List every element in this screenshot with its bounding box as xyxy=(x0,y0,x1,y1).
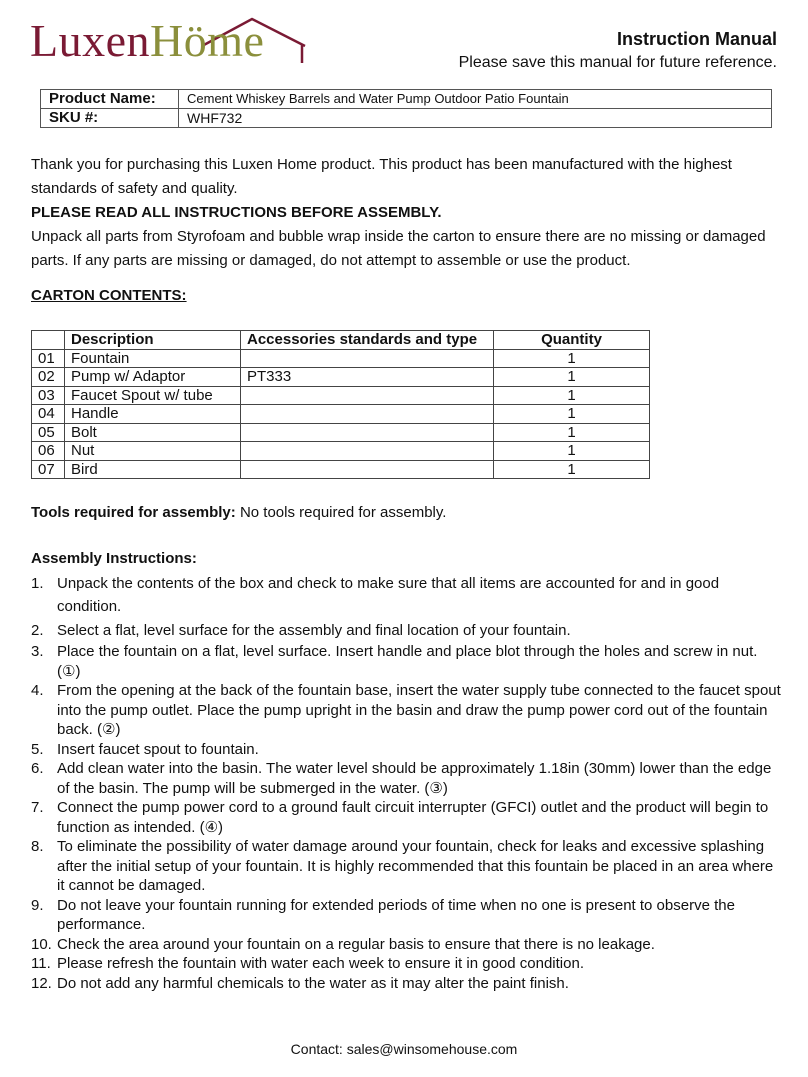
product-name-row xyxy=(41,90,772,109)
tools-required xyxy=(31,504,446,521)
row-quantity: 1 xyxy=(494,405,650,424)
step-number: 2. xyxy=(31,622,44,639)
step-text: Place the fountain on a flat, level surface. Insert handle and place blot through the holes and screw in nut. (①) xyxy=(57,643,758,680)
row-accessories xyxy=(241,460,494,479)
row-accessories xyxy=(241,405,494,424)
carton-header-row xyxy=(32,331,650,350)
list-item xyxy=(31,681,783,740)
table-row xyxy=(32,386,650,405)
list-item xyxy=(31,954,783,974)
assembly-instructions-heading: Assembly Instructions: xyxy=(31,550,197,567)
assembly-steps-list xyxy=(31,572,783,993)
list-item xyxy=(31,798,783,837)
sku-label: SKU #: xyxy=(41,109,179,128)
row-number: 07 xyxy=(32,460,65,479)
row-number: 03 xyxy=(32,386,65,405)
intro-section xyxy=(31,153,781,273)
step-text: Insert faucet spout to fountain. xyxy=(57,740,259,758)
step-text: From the opening at the back of the fountain base, insert the water supply tube connected to the faucet spout into the pump outlet. Place the pump upright in the basin and draw the pump power cord out of the fountain back. (②) xyxy=(57,682,781,738)
luxen-home-logo xyxy=(30,15,265,78)
step-number: 12. xyxy=(31,974,52,992)
carton-contents-heading: CARTON CONTENTS: xyxy=(31,287,187,304)
row-accessories xyxy=(241,423,494,442)
col-header-accessories: Accessories standards and type xyxy=(241,331,494,350)
list-item xyxy=(31,837,783,896)
contact-footer: Contact: sales@winsomehouse.com xyxy=(290,1041,518,1057)
table-row xyxy=(32,460,650,479)
tools-value: No tools required for assembly. xyxy=(235,504,447,521)
row-quantity: 1 xyxy=(494,368,650,387)
manual-title: Instruction Manual xyxy=(616,29,777,49)
row-description: Bird xyxy=(65,460,241,479)
logo-home-text: Höme xyxy=(150,15,265,66)
row-description: Faucet Spout w/ tube xyxy=(65,386,241,405)
list-item xyxy=(31,740,783,760)
row-quantity: 1 xyxy=(494,460,650,479)
list-item xyxy=(31,642,783,681)
step-number: 10. xyxy=(31,935,52,953)
unpack-text: Unpack all parts from Styrofoam and bubble wrap inside the carton to ensure there are no missing or damaged parts. If any parts are missing or damaged, do not attempt to assemble or use the product. xyxy=(31,228,766,269)
row-quantity: 1 xyxy=(494,423,650,442)
product-name-value: Cement Whiskey Barrels and Water Pump Outdoor Patio Fountain xyxy=(179,90,772,109)
header-right xyxy=(459,28,777,74)
table-row xyxy=(32,405,650,424)
row-accessories xyxy=(241,442,494,461)
row-number: 01 xyxy=(32,349,65,368)
row-quantity: 1 xyxy=(494,349,650,368)
step-number: 4. xyxy=(31,682,44,699)
step-number: 7. xyxy=(31,799,44,816)
table-row xyxy=(32,423,650,442)
thank-you-text: Thank you for purchasing this Luxen Home product. This product has been manufactured with the highest standards of safety and quality. xyxy=(31,156,732,197)
list-item xyxy=(31,572,783,618)
row-number: 06 xyxy=(32,442,65,461)
row-quantity: 1 xyxy=(494,442,650,461)
row-number: 02 xyxy=(32,368,65,387)
row-description: Nut xyxy=(65,442,241,461)
list-item xyxy=(31,619,783,642)
col-header-description: Description xyxy=(65,331,241,350)
row-description: Bolt xyxy=(65,423,241,442)
step-number: 3. xyxy=(31,643,44,660)
step-text: Please refresh the fountain with water each week to ensure it in good condition. xyxy=(57,955,584,972)
product-name-label: Product Name: xyxy=(41,90,179,109)
step-number: 8. xyxy=(31,838,44,855)
step-number: 6. xyxy=(31,760,44,777)
step-text: Select a flat, level surface for the assembly and final location of your fountain. xyxy=(57,622,571,639)
row-accessories xyxy=(241,349,494,368)
row-description: Fountain xyxy=(65,349,241,368)
product-info-table xyxy=(40,89,772,128)
list-item xyxy=(31,759,783,798)
row-accessories: PT333 xyxy=(241,368,494,387)
step-number: 11. xyxy=(31,955,51,972)
list-item xyxy=(31,935,783,955)
step-text: Connect the pump power cord to a ground fault circuit interrupter (GFCI) outlet and the product will begin to function as intended. (④) xyxy=(57,799,769,836)
table-row xyxy=(32,368,650,387)
step-text: Add clean water into the basin. The water level should be approximately 1.18in (30mm) lower than the edge of the basin. The pump will be submerged in the water. (③) xyxy=(57,760,772,797)
step-text: Unpack the contents of the box and check to make sure that all items are accounted for and in good condition. xyxy=(57,575,720,615)
row-number: 05 xyxy=(32,423,65,442)
step-number: 9. xyxy=(31,896,44,914)
list-item xyxy=(31,896,783,935)
read-instructions-warning: PLEASE READ ALL INSTRUCTIONS BEFORE ASSEMBLY. xyxy=(31,204,442,221)
table-row xyxy=(32,442,650,461)
row-quantity: 1 xyxy=(494,386,650,405)
row-description: Pump w/ Adaptor xyxy=(65,368,241,387)
row-description: Handle xyxy=(65,405,241,424)
step-text: Check the area around your fountain on a regular basis to ensure that there is no leakage. xyxy=(57,935,655,953)
step-text: To eliminate the possibility of water damage around your fountain, check for leaks and excessive splashing after the initial setup of your fountain. It is highly recommended that this fountain be placed in an area where it cannot be damaged. xyxy=(57,838,774,894)
list-item xyxy=(31,974,783,994)
logo-luxen-text: Luxen xyxy=(30,15,151,66)
step-number: 1. xyxy=(31,575,44,592)
sku-value: WHF732 xyxy=(179,109,772,128)
row-accessories xyxy=(241,386,494,405)
manual-subtitle: Please save this manual for future reference. xyxy=(458,54,777,71)
carton-contents-table xyxy=(31,330,650,479)
col-header-quantity: Quantity xyxy=(494,331,650,350)
step-text: Do not leave your fountain running for extended periods of time when no one is present to observe the performance. xyxy=(57,896,735,933)
col-header-number xyxy=(32,331,65,350)
step-text: Do not add any harmful chemicals to the water as it may alter the paint finish. xyxy=(57,974,569,992)
sku-row xyxy=(41,109,772,128)
step-number: 5. xyxy=(31,740,44,758)
table-row xyxy=(32,349,650,368)
tools-label: Tools required for assembly: xyxy=(31,504,236,521)
row-number: 04 xyxy=(32,405,65,424)
